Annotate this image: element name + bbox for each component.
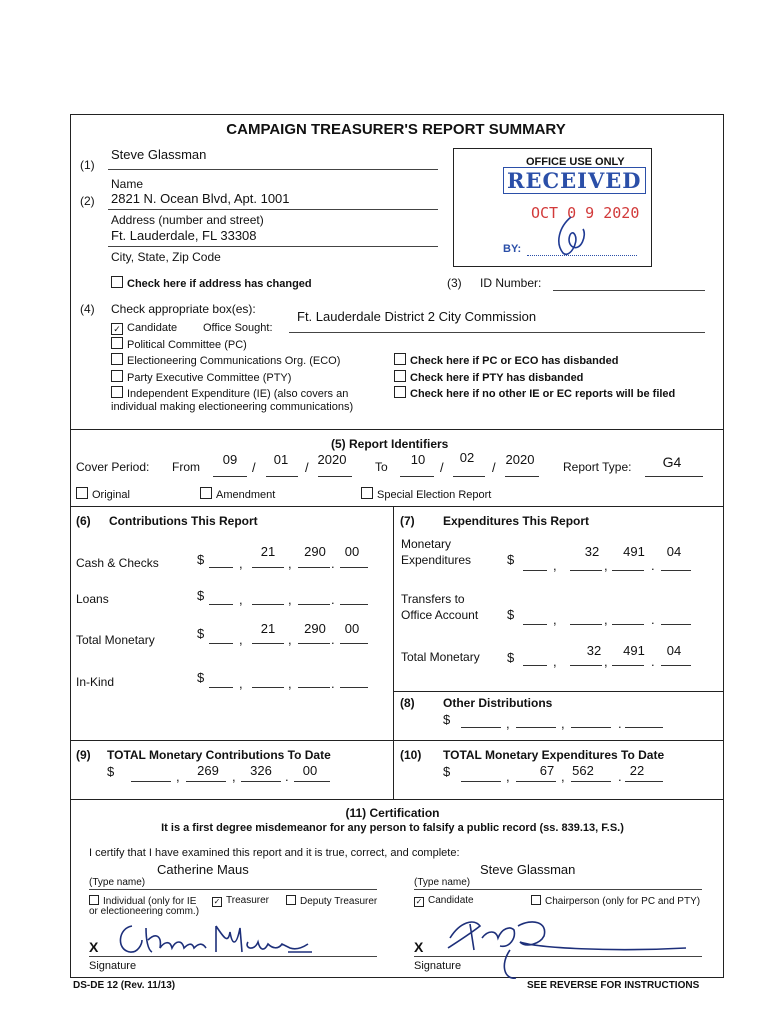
total-contributions-header: TOTAL Monetary Contributions To Date — [107, 748, 331, 762]
city-label: City, State, Zip Code — [111, 250, 221, 264]
total-exp-to-date-units: 562 — [572, 763, 594, 778]
cash-units: 290 — [304, 544, 326, 559]
dollar-sign: $ — [507, 607, 515, 622]
total-exp-thousands: 32 — [586, 643, 602, 658]
x-mark-right: X — [414, 939, 424, 955]
slash: / — [492, 460, 496, 475]
filer-city: Ft. Lauderdale, FL 33308 — [111, 228, 257, 243]
candidate-checkbox[interactable] — [111, 322, 177, 335]
candidate-typed-name: Steve Glassman — [480, 862, 576, 877]
ie-label-line2: individual making electioneering communications) — [111, 401, 354, 413]
to-label: To — [375, 460, 388, 474]
total-exp-to-date-cents: 22 — [629, 763, 645, 778]
report-type-label: Report Type: — [563, 460, 632, 474]
report-type-value: G4 — [662, 454, 682, 470]
amendment-checkbox[interactable] — [200, 487, 275, 501]
total-contrib-to-date-thousands: 269 — [197, 763, 219, 778]
ie-checkbox[interactable] — [111, 386, 348, 400]
by-label: BY: — [503, 243, 522, 255]
no-other-label: Check here if no other IE or EC reports will be filed — [410, 388, 676, 400]
to-year: 2020 — [505, 452, 535, 467]
chairperson-checkbox[interactable] — [531, 895, 700, 907]
certification-header: (11) Certification — [345, 806, 440, 820]
contributions-header: Contributions This Report — [109, 514, 258, 528]
from-year: 2020 — [317, 452, 347, 467]
cash-thousands: 21 — [260, 544, 276, 559]
special-election-checkbox[interactable] — [361, 487, 491, 501]
dollar-sign: $ — [197, 588, 205, 603]
deputy-treasurer-label: Deputy Treasurer — [300, 896, 378, 907]
total-contrib-units: 290 — [304, 621, 326, 636]
transfers-label: Transfers to — [401, 592, 465, 606]
special-election-label: Special Election Report — [377, 489, 492, 501]
total-contrib-thousands: 21 — [260, 621, 276, 636]
dollar-sign: $ — [507, 650, 515, 665]
line-10-number: (10) — [400, 748, 422, 762]
eco-checkbox[interactable] — [111, 353, 340, 367]
cover-period-label: Cover Period: — [76, 460, 150, 474]
dollar-sign: $ — [443, 764, 451, 779]
individual-label-line2: or electioneering comm.) — [89, 906, 200, 917]
line-9-number: (9) — [76, 748, 91, 762]
other-distributions-header: Other Distributions — [443, 696, 553, 710]
to-month: 10 — [410, 452, 426, 467]
total-monetary-contrib-label: Total Monetary — [76, 633, 155, 647]
certification-statement: I certify that I have examined this report and it is true, correct, and complete: — [89, 847, 460, 859]
cash-checks-label: Cash & Checks — [76, 556, 159, 570]
from-label: From — [172, 460, 200, 474]
check-boxes-label: Check appropriate box(es): — [111, 302, 256, 316]
treasurer-label: Treasurer — [226, 895, 269, 906]
monetary-exp-thousands: 32 — [584, 544, 600, 559]
expenditures-header: Expenditures This Report — [443, 514, 590, 528]
eco-label: Electioneering Communications Org. (ECO) — [127, 355, 341, 367]
cash-cents: 00 — [344, 544, 360, 559]
pty-label: Party Executive Committee (PTY) — [127, 372, 292, 384]
signature-label-left: Signature — [89, 960, 137, 972]
monetary-expenditures-label: Monetary — [401, 537, 452, 551]
deputy-treasurer-checkbox[interactable] — [286, 895, 377, 907]
original-checkbox[interactable] — [76, 487, 130, 501]
certification-warning: It is a first degree misdemeanor for any person to falsify a public record (ss. 839.13, F.S.) — [161, 822, 624, 834]
x-mark-left: X — [89, 939, 99, 955]
dollar-sign: $ — [197, 626, 205, 641]
line-1-number: (1) — [80, 158, 95, 172]
monetary-exp-cents: 04 — [666, 544, 682, 559]
signature-label-right: Signature — [414, 960, 462, 972]
pc-label: Political Committee (PC) — [127, 339, 247, 351]
monetary-expenditures-label-2: Expenditures — [401, 553, 472, 567]
office-sought-label: Office Sought: — [203, 322, 273, 334]
pty-checkbox[interactable] — [111, 370, 291, 384]
dollar-sign: $ — [197, 670, 205, 685]
received-text: RECEIVED — [503, 167, 646, 194]
office-use-header: OFFICE USE ONLY — [526, 156, 625, 168]
no-other-reports-checkbox[interactable] — [394, 386, 675, 400]
total-exp-cents: 04 — [666, 643, 682, 658]
original-label: Original — [92, 489, 130, 501]
received-date: OCT 0 9 2020 — [531, 204, 640, 222]
slash: / — [252, 460, 256, 475]
name-label: Name — [111, 177, 144, 191]
treasurer-typed-name: Catherine Maus — [157, 862, 249, 877]
disbanded-pc-checkbox[interactable] — [394, 353, 618, 367]
dollar-sign: $ — [507, 552, 515, 567]
filer-name: Steve Glassman — [111, 147, 207, 162]
in-kind-label: In-Kind — [76, 675, 115, 689]
disbanded-pty-label: Check here if PTY has disbanded — [410, 372, 584, 384]
address-changed-label: Check here if address has changed — [127, 278, 312, 290]
received-stamp — [501, 167, 641, 262]
checkbox-box[interactable] — [111, 276, 123, 288]
candidate-check-mark[interactable]: ✓ — [415, 897, 423, 906]
candidate-check-mark[interactable]: ✓ — [111, 323, 123, 335]
chairperson-label: Chairperson (only for PC and PTY) — [545, 896, 701, 907]
dollar-sign: $ — [443, 712, 451, 727]
disbanded-pty-checkbox[interactable] — [394, 370, 583, 384]
other-number: (8) — [400, 696, 415, 710]
to-day: 02 — [459, 450, 475, 465]
slash: / — [440, 460, 444, 475]
see-reverse-instructions: SEE REVERSE FOR INSTRUCTIONS — [527, 980, 700, 991]
total-contrib-cents: 00 — [344, 621, 360, 636]
stamp-initials-signature — [541, 213, 601, 261]
disbanded-pc-label: Check here if PC or ECO has disbanded — [410, 355, 619, 367]
office-sought-value: Ft. Lauderdale District 2 City Commission — [297, 309, 537, 324]
total-contrib-to-date-cents: 00 — [302, 763, 318, 778]
from-day: 01 — [273, 452, 289, 467]
slash: / — [305, 460, 309, 475]
individual-label: Individual (only for IE — [103, 896, 197, 907]
id-number-label: ID Number: — [480, 276, 542, 290]
line-3-number: (3) — [447, 276, 462, 290]
amendment-label: Amendment — [216, 489, 276, 501]
total-exp-units: 491 — [623, 643, 645, 658]
contributions-number: (6) — [76, 514, 91, 528]
form-number: DS-DE 12 (Rev. 11/13) — [73, 980, 176, 991]
total-exp-to-date-thousands: 67 — [539, 763, 555, 778]
type-name-label-left: (Type name) — [89, 877, 146, 888]
total-monetary-exp-label: Total Monetary — [401, 650, 480, 664]
loans-label: Loans — [76, 592, 109, 606]
filer-address: 2821 N. Ocean Blvd, Apt. 1001 — [111, 191, 290, 206]
candidate-signature — [440, 908, 700, 988]
candidate-cert-label: Candidate — [428, 895, 474, 906]
treasurer-check-mark[interactable]: ✓ — [213, 897, 221, 906]
treasurer-signature — [112, 918, 322, 962]
from-month: 09 — [222, 452, 238, 467]
candidate-label: Candidate — [127, 322, 178, 334]
address-label: Address (number and street) — [111, 213, 264, 227]
line-2-number: (2) — [80, 194, 95, 208]
monetary-exp-units: 491 — [623, 544, 645, 559]
total-contrib-to-date-units: 326 — [250, 763, 272, 778]
dollar-sign: $ — [107, 764, 115, 779]
transfers-label-2: Office Account — [401, 608, 479, 622]
candidate-cert-checkbox[interactable] — [414, 895, 474, 907]
treasurer-checkbox[interactable] — [212, 895, 269, 907]
total-expenditures-header: TOTAL Monetary Expenditures To Date — [443, 748, 665, 762]
line-4-number: (4) — [80, 302, 95, 316]
expenditures-number: (7) — [400, 514, 415, 528]
pc-checkbox[interactable] — [111, 337, 247, 351]
form-title: CAMPAIGN TREASURER'S REPORT SUMMARY — [226, 121, 566, 138]
report-identifiers-header: (5) Report Identifiers — [331, 437, 449, 451]
ie-label: Independent Expenditure (IE) (also covers an — [127, 388, 349, 400]
address-changed-checkbox[interactable] — [111, 276, 312, 290]
dollar-sign: $ — [197, 552, 205, 567]
type-name-label-right: (Type name) — [414, 877, 471, 888]
